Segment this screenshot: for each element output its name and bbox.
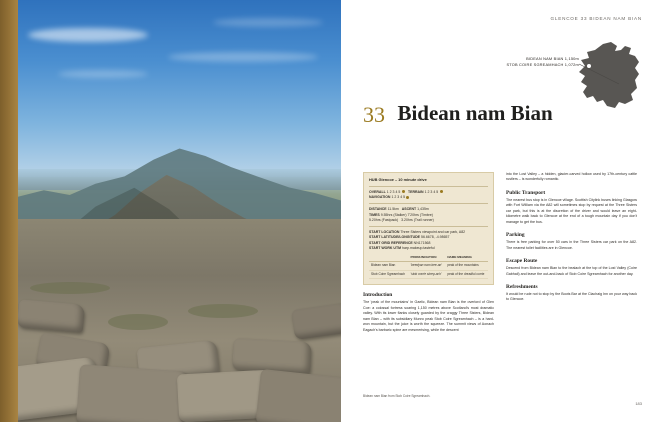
rating-dot [440,190,443,193]
page-number: 183 [635,401,642,406]
peak-label-stob-coire: STOB COIRE SGREAMHACH 1,072m [506,62,579,68]
times-short-row [369,218,488,223]
terrain-label: TERRAIN [408,189,424,194]
foreground-boulder-field [18,219,341,422]
chapter-number: 33 [363,102,385,127]
distance-value: 11.5km [387,207,399,212]
peak-name: Stob Coire Sgreamhach [369,270,409,279]
times-fastpack: 5.20hrs (Fastpack) [369,217,399,222]
overall-label: OVERALL [369,189,386,194]
column-left [363,172,494,337]
heading-escape-route: Escape Route [506,258,538,265]
peak-meaning: peak of the mountains [445,261,488,270]
peak-label-list [461,56,579,68]
gridref-label: START GRID REFERENCE [369,240,413,245]
terrain-scale: 1 2 3 4 5 [424,189,439,194]
navigation-scale: 1 2 3 4 5 [391,195,406,200]
start-location-label: START LOCATION [369,230,400,235]
paragraph-refreshments: It would be rude not to stop by the Boots Bar at the Clachaig Inn on your way back to Glencoe. [506,291,637,302]
heading-refreshments: Refreshments [506,283,538,290]
cloud [28,28,148,42]
photo-caption: Bidean nam Bian from Stob Coire Sgreamhach. [363,394,431,398]
peak-pronunciation: 'stob corrie skrep-ach' [409,270,446,279]
paragraph-escape-route: Descend from Bidean nam Bian to the bealach at the top of the Lost Valley (Coire Gabhail) and leave the out-and-back of Stob Coire Sgreamhach for another day. [506,266,637,276]
heading-parking: Parking [506,232,525,239]
heading-public-transport: Public Transport [506,189,546,196]
distance-label: DISTANCE [369,207,387,212]
times-value: 9.55hrs (Stalker) 7'20hrs (Timbre) [380,212,433,217]
paragraph-parking: There is free parking for over 50 cars in the Three Sisters car park on the A82. The nearest toilet facilities are in Glencoe. [506,240,637,250]
page-gutter [0,0,18,422]
grass-patch [108,314,168,330]
peak-name: Bidean nam Bian [369,261,409,270]
peak-label-bidean: BIDEAN NAM BIAN 1,150m [526,56,579,61]
paragraph-introduction-cont: into the Lost Valley – a hidden, glacier-carved hollow used by 17th-century cattle rustlers – is wonderfully romantic. [506,172,637,182]
peak-pronunciation: 'beedyan nam bee-an' [409,261,446,270]
latlong-value: 56.6678, -4.98657 [421,235,450,240]
rock [291,302,341,340]
rock [232,338,312,374]
col-name [369,254,409,261]
what3words-value: harp.makeup.tasteful [402,245,435,250]
grass-patch [30,282,110,294]
rating-dot [402,190,405,193]
chapter-heading [363,102,633,126]
latlong-label: START LATITUDE/LONGITUDE [369,235,421,240]
factbox-title: HUB Glencoe – 10 minute drive [369,177,427,182]
paragraph-public-transport: The nearest bus stop is in Glencoe village. Scottish Citylink buses linking Glasgow with Fort William via the A82 will sometimes stop by request at the Three Sisters car park, but this is at the discretion of the driver and would leave an eight-kilometre walk back to Glencoe at the end of a tough mountain day if you don't manage to get the bus. [506,197,637,224]
cloud [58,70,148,78]
rock [255,369,341,422]
heading-introduction: Introduction [363,292,393,299]
ascent-value: 1,435m [417,207,429,212]
times-runner: 3.20hrs (Trail runner) [401,217,434,222]
table-row [369,261,488,270]
divider [369,186,488,187]
right-text-page [341,0,658,422]
page-title: Bidean nam Bian [397,101,553,125]
rating-dot [406,196,409,199]
what3words-label: START WORK UTM [369,245,402,250]
ascent-label: ASCENT [401,207,417,212]
rock [18,299,85,333]
column-right [506,172,637,337]
gridref-value: NN171568 [413,240,431,245]
navigation-row [369,195,488,200]
route-factbox [363,172,494,285]
overall-scale: 1 2 3 4 5 [386,189,401,194]
divider [369,203,488,204]
rock [76,364,190,422]
grass-patch [188,304,258,318]
cloud [168,52,318,62]
what3words-row [369,246,488,251]
pronunciation-table [369,254,488,279]
col-pronunciation: PRONUNCIATION [409,254,446,261]
start-location-value: Three Sisters viewpoint and car park, A82 [400,230,466,235]
running-head: GLENCOE 33 BIDEAN NAM BIAN [550,16,642,21]
divider [369,226,488,227]
col-meaning: NAME MEANING [445,254,488,261]
cloud [213,18,323,27]
peak-meaning: peak of the dreadful corrie [445,270,488,279]
mountain-photograph [18,0,341,422]
table-row [369,270,488,279]
table-header-row [369,254,488,261]
times-label: TIMES [369,212,380,217]
navigation-label: NAVIGATION [369,195,391,200]
body-columns [363,172,638,337]
paragraph-introduction: The 'peak of the mountains' in Gaelic, Bidean nam Bian is the overlord of Glen Coe: a colossal fortress soaring 1,150 metres above Scotland's most dramatic valley. With its lower flanks closely guarded by the craggy Three Sisters, Bidean nam Bian – with its subsidiary Munro peak Stob Coire Sgreamhach – is a hard-won mountain, but the juice is worth the squeeze. The summit views of Aonach Eagach's barbaric spine are mesmerising, while the descent [363,300,494,332]
